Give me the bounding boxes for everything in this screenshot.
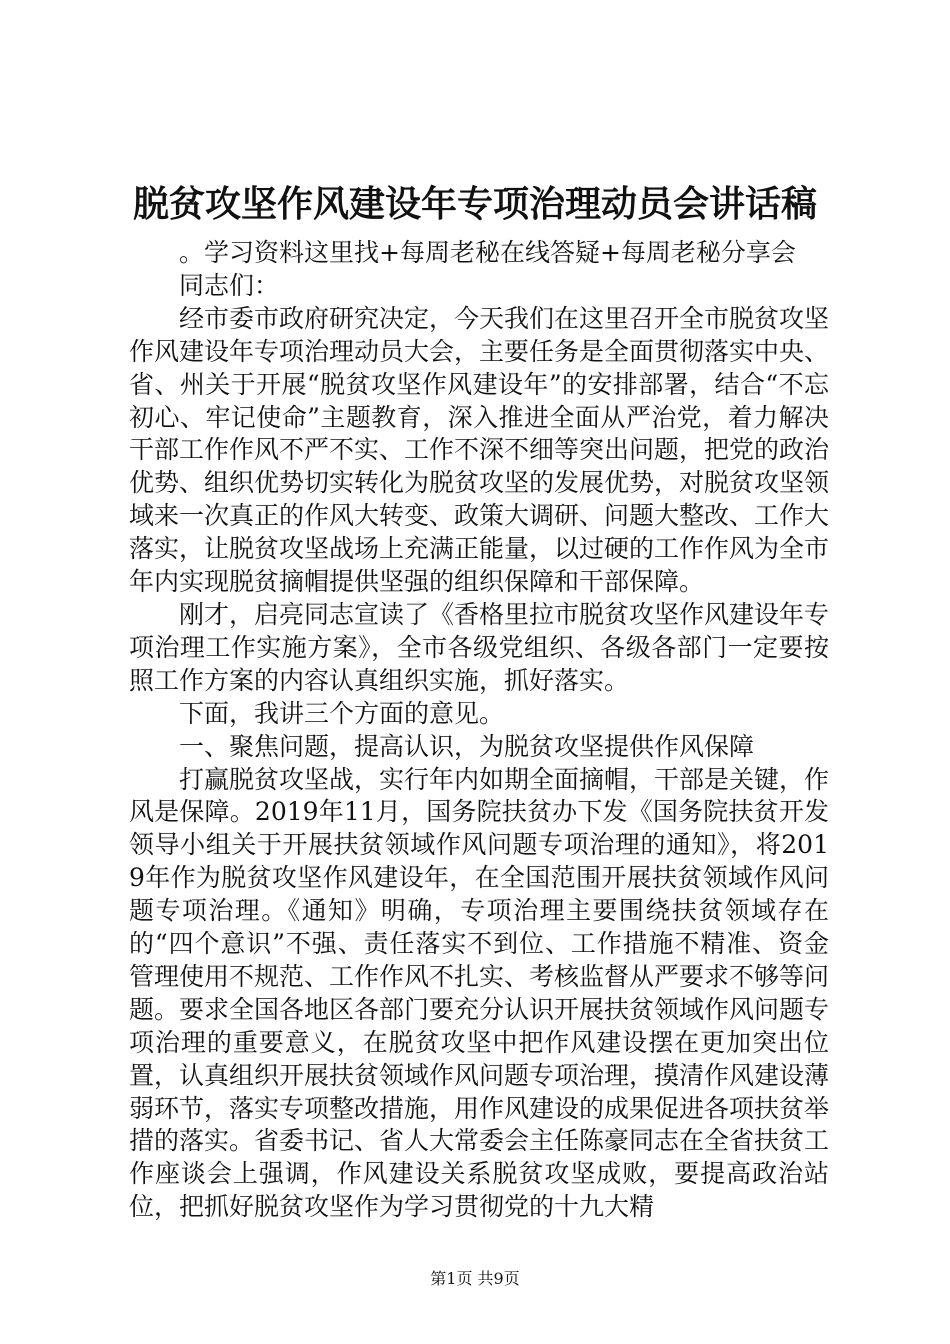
body-paragraph: 打赢脱贫攻坚战，实行年内如期全面摘帽，干部是关键，作风是保障。2019年11月，国务院扶贫办下发《国务院扶贫开发领导小组关于开展扶贫领域作风问题专项治理的通知》，将2019年作为脱贫攻坚作风建设年，在全国范围开展扶贫领域作风问题专项治理。《通知》明确，专项治理主要围绕扶贫领域存在的“四个意识”不强、责任落实不到位、工作措施不精准、资金管理使用不规范、工作作风不扎实、考核监督从严要求不够等问题。要求全国各地区各部门要充分认识开展扶贫领域作风问题专项治理的重要意义，在脱贫攻坚中把作风建设摆在更加突出位置，认真组织开展扶贫领域作风问题专项治理，摸清作风建设薄弱环节，落实专项整改措施，用作风建设的成果促进各项扶贫举措的落实。省委书记、省人大常委会主任陈豪同志在全省扶贫工作座谈会上强调，作风建设关系脱贫攻坚成败，要提高政治站位，把抓好脱贫攻坚作为学习贯彻党的十九大精	[129, 764, 830, 1222]
document-body	[129, 237, 829, 1224]
body-paragraph: 经市委市政府研究决定，今天我们在这里召开全市脱贫攻坚作风建设年专项治理动员大会，主要任务是全面贯彻落实中央、省、州关于开展“脱贫攻坚作风建设年”的安排部署，结合“不忘初心、牢记使命”主题教育，深入推进全面从严治党，着力解决干部工作作风不严不实、工作不深不细等突出问题，把党的政治优势、组织优势切实转化为脱贫攻坚的发展优势，对脱贫攻坚领域来一次真正的作风大转变、政策大调研、问题大整改、工作大落实，让脱贫攻坚战场上充满正能量，以过硬的工作作风为全市年内实现脱贫摘帽提供坚强的组织保障和干部保障。	[129, 303, 830, 597]
document-title: 脱贫攻坚作风建设年专项治理动员会讲话稿	[132, 183, 817, 225]
page-number-footer: 第1页 共9页	[430, 1269, 520, 1288]
body-paragraph: 刚才，启亮同志宣读了《香格里拉市脱贫攻坚作风建设年专项治理工作实施方案》，全市各级党组织、各级各部门一定要按照工作方案的内容认真组织实施，抓好落实。	[129, 599, 830, 695]
section-heading: 一、聚焦问题，提高认识，为脱贫攻坚提供作风保障	[179, 731, 755, 761]
body-paragraph: 同志们：	[179, 270, 280, 300]
body-paragraph: 。学习资料这里找+每周老秘在线答疑+每周老秘分享会	[179, 238, 796, 267]
body-paragraph: 下面，我讲三个方面的意见。	[179, 698, 505, 728]
